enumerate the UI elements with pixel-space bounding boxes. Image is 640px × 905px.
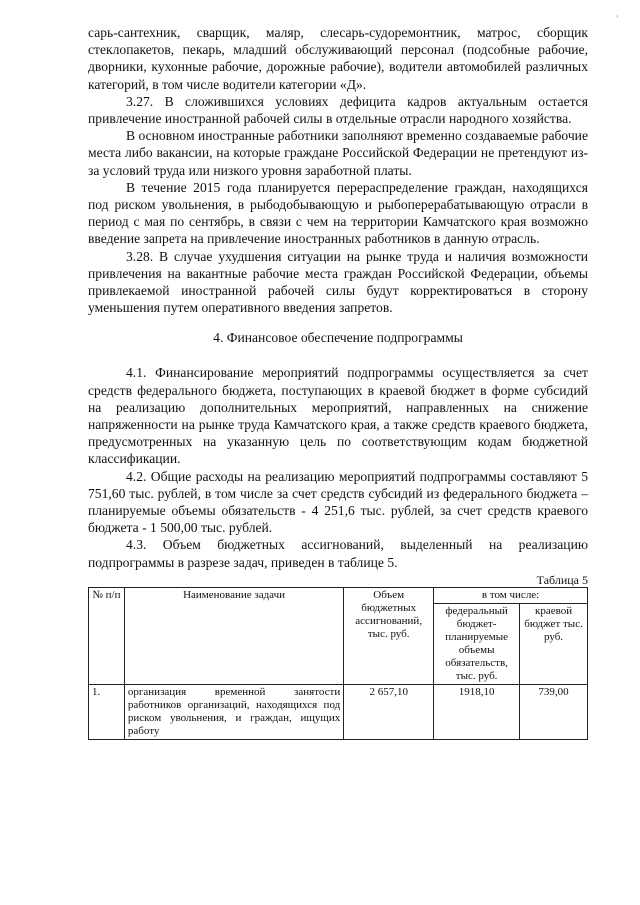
row-task: организация временной занятости работников организаций, находящихся под риском увольнения, и граждан, ищущих работу: [124, 684, 343, 739]
paragraph: В течение 2015 года планируется перераспределение граждан, находящихся под риском увольнения, в рыбодобывающую и рыбоперерабатывающую отрасли в период с мая по сентябрь, в связи с чем на территории Камчатского края возможно введение запрета на привлечение иностранных работников в данную отрасль.: [88, 179, 588, 247]
header-num: № п/п: [89, 587, 125, 684]
paragraph: сарь-сантехник, сварщик, маляр, слесарь-судоремонтник, матрос, сборщик стеклопакетов, пекарь, младший обслуживающий персонал (подсобные рабочие, дворники, кухонные рабочие, дорожные рабочие), водители автомобилей различных категорий, в том числе водители категории «Д».: [88, 25, 588, 92]
page-corner-mark: ': [616, 14, 618, 24]
paragraph: 3.28. В случае ухудшения ситуации на рынке труда и наличия возможности привлечения на вакантные рабочие места граждан Российской Федерации, объемы привлекаемой иностранной рабочей силы будут корректироваться в сторону уменьшения путем оперативного введения запретов.: [88, 248, 588, 316]
row-num: 1.: [89, 684, 125, 739]
table-caption: Таблица 5: [536, 572, 588, 587]
header-regional: краевой бюджет тыс. руб.: [520, 603, 588, 684]
document-body: [88, 24, 588, 740]
paragraph: 3.27. В сложившихся условиях дефицита кадров актуальным остается привлечение иностранной рабочей силы в отдельные отрасли народного хозяйства.: [88, 93, 588, 127]
paragraph: 4.2. Общие расходы на реализацию мероприятий подпрограммы составляют 5 751,60 тыс. рублей, в том числе за счет средств субсидий из федерального бюджета – планируемые объемы обязательств - 4 251,6 тыс. рублей, за счет средств краевого бюджета - 1 500,00 тыс. рублей.: [88, 468, 588, 536]
header-federal: федеральный бюджет-планируемые объемы обязательств, тыс. руб.: [434, 603, 520, 684]
table-row: [89, 684, 588, 739]
paragraphs-bottom: [88, 364, 588, 570]
header-including: в том числе:: [434, 587, 588, 603]
row-regional: 739,00: [520, 684, 588, 739]
table-header-row: [89, 587, 588, 603]
row-volume: 2 657,10: [344, 684, 434, 739]
paragraph: 4.3. Объем бюджетных ассигнований, выделенный на реализацию подпрограммы в разрезе задач, приведен в таблице 5.: [88, 537, 588, 570]
paragraph: 4.1. Финансирование мероприятий подпрограммы осуществляется за счет средств федерального бюджета, поступающих в краевой бюджет в форме субсидий на реализацию дополнительных мероприятий, направленных на снижение напряженности на рынке труда Камчатского края, а также средств краевого бюджета, предусмотренных на указанную цель по соответствующим кодам бюджетной классификации.: [88, 365, 588, 467]
section-title: 4. Финансовое обеспечение подпрограммы: [213, 330, 463, 346]
row-federal: 1918,10: [434, 684, 520, 739]
header-task: Наименование задачи: [124, 587, 343, 684]
paragraph: В основном иностранные работники заполняют временно создаваемые рабочие места либо вакансии, на которые граждане Российской Федерации не претендуют из-за условий труда или низкого уровня заработной платы.: [88, 128, 588, 178]
header-volume: Объем бюджетных ассигнований, тыс. руб.: [344, 587, 434, 684]
paragraphs-top: [88, 24, 588, 316]
budget-table: [88, 587, 588, 740]
